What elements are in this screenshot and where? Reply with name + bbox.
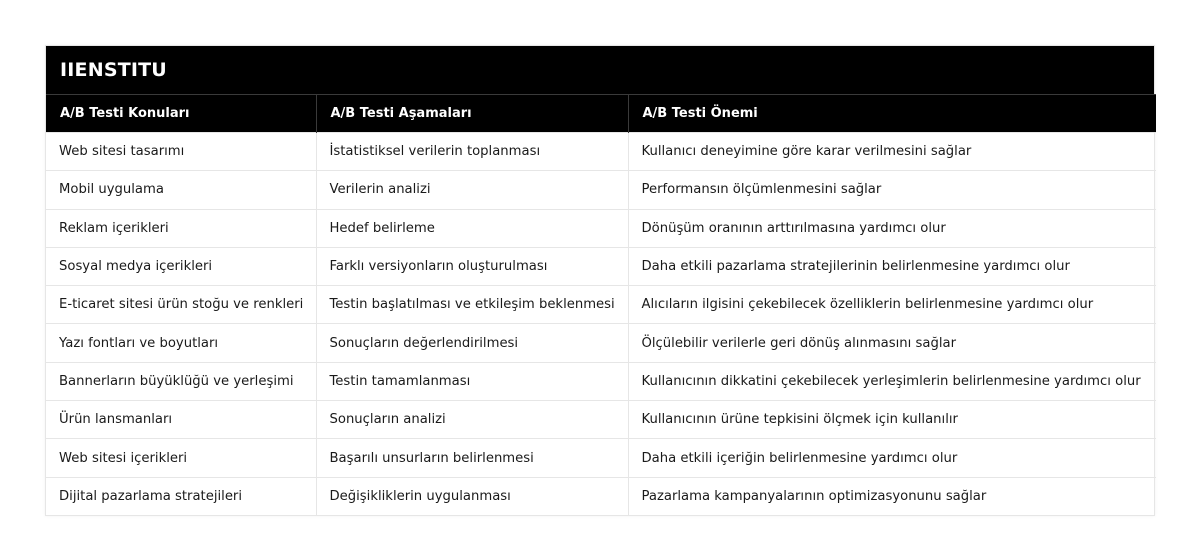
table-cell: Farklı versiyonların oluşturulması bbox=[316, 247, 628, 285]
table-row bbox=[46, 171, 1156, 209]
table-cell: Web sitesi tasarımı bbox=[46, 133, 316, 171]
table-row bbox=[46, 362, 1156, 400]
table-cell: Kullanıcının ürüne tepkisini ölçmek için kullanılır bbox=[628, 401, 1156, 439]
table-cell: Sosyal medya içerikleri bbox=[46, 247, 316, 285]
table-cell: Testin başlatılması ve etkileşim beklenmesi bbox=[316, 286, 628, 324]
table-cell: Pazarlama kampanyalarının optimizasyonunu sağlar bbox=[628, 477, 1156, 515]
table-cell: Başarılı unsurların belirlenmesi bbox=[316, 439, 628, 477]
table-row bbox=[46, 247, 1156, 285]
table-row bbox=[46, 133, 1156, 171]
table-cell: Dijital pazarlama stratejileri bbox=[46, 477, 316, 515]
table-cell: Hedef belirleme bbox=[316, 209, 628, 247]
table-cell: Ürün lansmanları bbox=[46, 401, 316, 439]
ab-test-table bbox=[46, 94, 1156, 515]
table-cell: Testin tamamlanması bbox=[316, 362, 628, 400]
table-cell: İstatistiksel verilerin toplanması bbox=[316, 133, 628, 171]
table-cell: Daha etkili pazarlama stratejilerinin belirlenmesine yardımcı olur bbox=[628, 247, 1156, 285]
table-cell: Kullanıcının dikkatini çekebilecek yerleşimlerin belirlenmesine yardımcı olur bbox=[628, 362, 1156, 400]
table-cell: Verilerin analizi bbox=[316, 171, 628, 209]
table-cell: Performansın ölçümlenmesini sağlar bbox=[628, 171, 1156, 209]
column-header: A/B Testi Konuları bbox=[46, 95, 316, 133]
table-cell: Değişikliklerin uygulanması bbox=[316, 477, 628, 515]
table-cell: Dönüşüm oranının arttırılmasına yardımcı olur bbox=[628, 209, 1156, 247]
table-cell: Reklam içerikleri bbox=[46, 209, 316, 247]
column-header: A/B Testi Aşamaları bbox=[316, 95, 628, 133]
table-cell: Sonuçların analizi bbox=[316, 401, 628, 439]
table-header-row bbox=[46, 95, 1156, 133]
table-row bbox=[46, 401, 1156, 439]
table-cell: Bannerların büyüklüğü ve yerleşimi bbox=[46, 362, 316, 400]
column-header: A/B Testi Önemi bbox=[628, 95, 1156, 133]
table-cell: Web sitesi içerikleri bbox=[46, 439, 316, 477]
table-row bbox=[46, 324, 1156, 362]
table-row bbox=[46, 477, 1156, 515]
table-cell: Yazı fontları ve boyutları bbox=[46, 324, 316, 362]
table-row bbox=[46, 439, 1156, 477]
table-cell: Kullanıcı deneyimine göre karar verilmesini sağlar bbox=[628, 133, 1156, 171]
brand-title: IIENSTITU bbox=[46, 46, 1154, 94]
table-cell: Sonuçların değerlendirilmesi bbox=[316, 324, 628, 362]
table-cell: Alıcıların ilgisini çekebilecek özelliklerin belirlenmesine yardımcı olur bbox=[628, 286, 1156, 324]
table-row bbox=[46, 286, 1156, 324]
table-row bbox=[46, 209, 1156, 247]
table-cell: Daha etkili içeriğin belirlenmesine yardımcı olur bbox=[628, 439, 1156, 477]
table-cell: E-ticaret sitesi ürün stoğu ve renkleri bbox=[46, 286, 316, 324]
table-cell: Ölçülebilir verilerle geri dönüş alınmasını sağlar bbox=[628, 324, 1156, 362]
data-table-card bbox=[45, 45, 1155, 516]
table-cell: Mobil uygulama bbox=[46, 171, 316, 209]
